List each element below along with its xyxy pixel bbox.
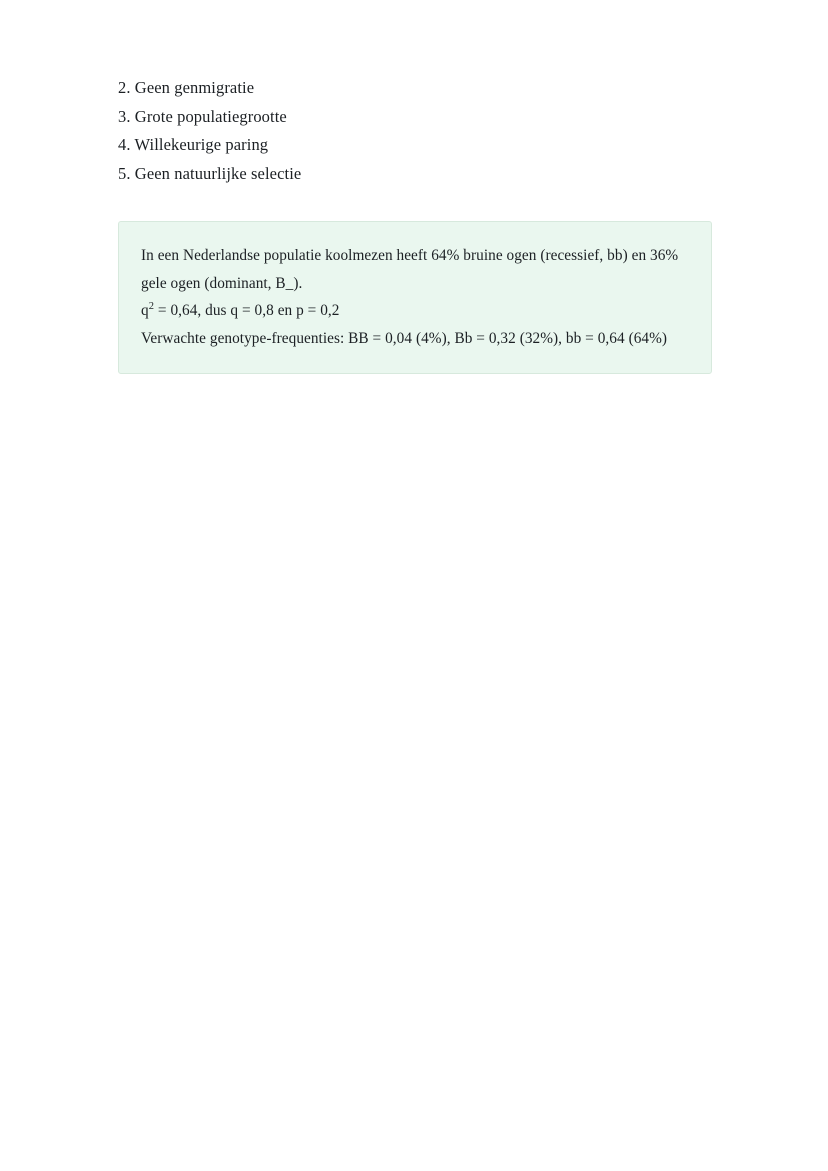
list-item: 5. Geen natuurlijke selectie	[118, 163, 302, 183]
callout-line-intro: In een Nederlandse populatie koolmezen heeft 64% bruine ogen (recessief, bb) en 36% gele ogen (dominant, B_).	[141, 247, 683, 292]
list-item: 2. Geen genmigratie	[118, 78, 255, 97]
list-item: 4. Willekeurige paring	[118, 135, 269, 155]
example-callout-box	[118, 221, 712, 374]
callout-line-calculation: $q^2 = 0,64$, dus q = 0,8 en p = 0,2	[141, 301, 340, 320]
callout-line-frequencies: Verwachte genotype-frequenties: BB = 0,04 (4%), Bb = 0,32 (32%), bb = 0,64 (64%)	[141, 329, 668, 347]
condition-list	[118, 74, 712, 188]
document-content	[118, 74, 712, 374]
list-item: 3. Grote populatiegrootte	[118, 106, 287, 126]
